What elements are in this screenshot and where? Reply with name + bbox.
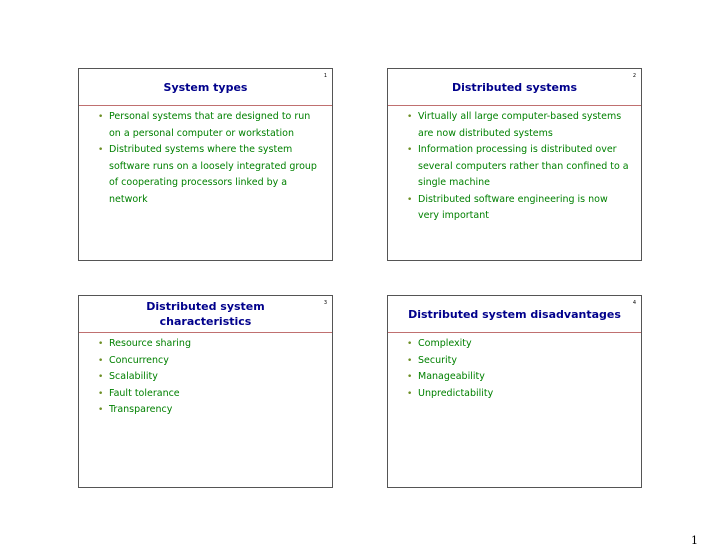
bullet-item bbox=[407, 386, 631, 403]
bullet-icon: • bbox=[98, 112, 104, 122]
bullet-item bbox=[407, 192, 631, 225]
slide-title: Distributed system characteristics bbox=[146, 300, 265, 328]
bullet-icon: • bbox=[407, 372, 413, 382]
bullet-item bbox=[407, 336, 631, 353]
bullet-text: Virtually all large computer-based systems are now distributed systems bbox=[418, 111, 622, 139]
bullet-item bbox=[98, 402, 322, 419]
bullet-icon: • bbox=[407, 112, 413, 122]
slide-2 bbox=[387, 68, 642, 261]
bullet-text: Distributed software engineering is now very important bbox=[418, 193, 608, 221]
bullet-text: Concurrency bbox=[109, 354, 169, 366]
slide-number: 2 bbox=[632, 73, 636, 79]
bullet-icon: • bbox=[407, 194, 413, 205]
bullet-item bbox=[407, 369, 631, 386]
slide-title: System types bbox=[163, 80, 248, 94]
slide-number: 1 bbox=[323, 73, 327, 79]
bullet-text: Information processing is distributed over several computers rather than confined to a single machine bbox=[418, 144, 629, 188]
bullet-icon: • bbox=[98, 145, 104, 155]
bullet-item bbox=[98, 386, 322, 403]
bullet-item bbox=[98, 142, 322, 208]
bullet-list bbox=[388, 109, 641, 225]
bullet-icon: • bbox=[407, 355, 413, 366]
bullet-text: Complexity bbox=[418, 338, 472, 349]
bullet-icon: • bbox=[407, 388, 413, 399]
bullet-icon: • bbox=[98, 388, 104, 399]
bullet-list bbox=[79, 109, 332, 208]
bullet-list bbox=[388, 336, 641, 402]
bullet-list bbox=[79, 336, 332, 419]
title-divider bbox=[388, 332, 641, 333]
bullet-icon: • bbox=[98, 355, 104, 366]
slide-1 bbox=[78, 68, 333, 261]
title-divider bbox=[79, 332, 332, 333]
bullet-text: Scalability bbox=[109, 371, 158, 382]
bullet-icon: • bbox=[407, 339, 413, 349]
title-divider bbox=[79, 105, 332, 106]
bullet-text: Manageability bbox=[418, 371, 485, 382]
slide-title: Distributed system disadvantages bbox=[408, 307, 621, 321]
bullet-item bbox=[407, 109, 631, 142]
bullet-item bbox=[98, 369, 322, 386]
title-divider bbox=[388, 105, 641, 106]
slide-number: 3 bbox=[323, 300, 327, 306]
bullet-text: Unpredictability bbox=[418, 387, 494, 399]
bullet-text: Personal systems that are designed to run on a personal computer or workstation bbox=[109, 111, 311, 139]
bullet-icon: • bbox=[98, 372, 104, 382]
bullet-item bbox=[407, 142, 631, 192]
bullet-icon: • bbox=[407, 145, 413, 155]
bullet-text: Resource sharing bbox=[109, 338, 191, 349]
bullet-item bbox=[98, 353, 322, 370]
bullet-item bbox=[98, 109, 322, 142]
bullet-text: Distributed systems where the system software runs on a loosely integrated group of cooperating processors linked by a network bbox=[109, 144, 317, 205]
page-number: 1 bbox=[691, 534, 698, 547]
bullet-icon: • bbox=[98, 339, 104, 349]
bullet-text: Fault tolerance bbox=[109, 387, 180, 399]
slide-title: Distributed systems bbox=[451, 80, 578, 94]
bullet-text: Transparency bbox=[109, 404, 173, 415]
bullet-text: Security bbox=[418, 354, 458, 366]
bullet-item bbox=[407, 353, 631, 370]
bullet-item bbox=[98, 336, 322, 353]
slide-4 bbox=[387, 295, 642, 488]
bullet-icon: • bbox=[98, 405, 104, 415]
slide-number: 4 bbox=[632, 300, 636, 306]
slide-3 bbox=[78, 295, 333, 488]
